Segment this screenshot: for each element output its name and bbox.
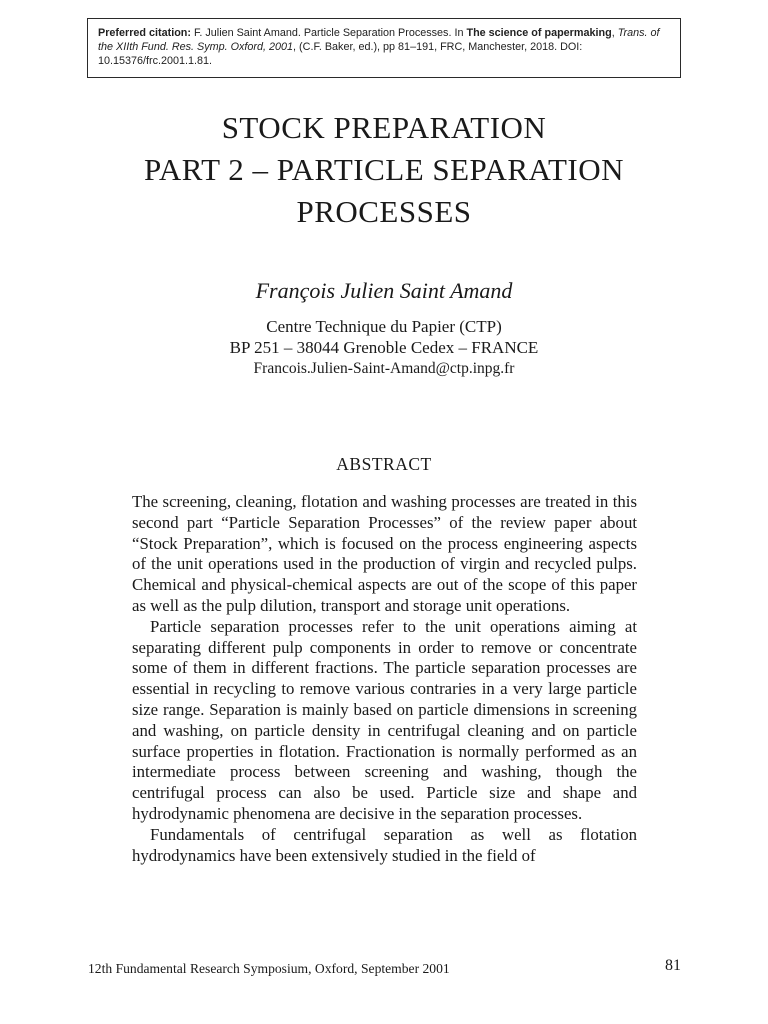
abstract-paragraph-3: Fundamentals of centrifugal separation as well as flotation hydrodynamics have been extensively studied in the field of [132, 824, 637, 865]
abstract-body [132, 492, 637, 866]
footer-conference: 12th Fundamental Research Symposium, Oxford, September 2001 [88, 961, 450, 976]
abstract-paragraph-2: Particle separation processes refer to the unit operations aiming at separating different pulp components in order to remove or concentrate some of them in different fractions. The particle separation processes are essential in recycling to remove various contraries in a very large particle size range. Separation is mainly based on particle dimensions in screening and washing, on particle density in centrifugal cleaning and on particle surface properties in flotation. Fractionation is normally performed as an intermediate process between screening and washing, though the centrifugal process can also be used. Particle size and shape and hydrodynamic phenomena are decisive in the separation processes. [132, 616, 637, 823]
citation-separator: , [611, 27, 618, 39]
citation-book-title: The science of papermaking [466, 27, 612, 39]
affiliation-institution: Centre Technique du Papier (CTP) [266, 317, 502, 336]
citation-label: Preferred citation: [98, 27, 191, 39]
author-name: François Julien Saint Amand [255, 278, 513, 303]
citation-box [87, 18, 681, 78]
title-line-1: STOCK PREPARATION [221, 110, 547, 145]
title-line-3: PROCESSES [296, 194, 472, 229]
citation-rest: , (C.F. Baker, ed.), pp 81–191, FRC, Manchester, 2018. DOI: 10.15376/frc.2001.1.81. [98, 41, 583, 67]
citation-transactions: Trans. of the XIIth Fund. Res. Symp. Oxford, 2001 [98, 27, 660, 53]
paper-title [0, 107, 768, 233]
citation-authors-title: F. Julien Saint Amand. Particle Separation Processes. In [191, 27, 467, 39]
page-number: 81 [665, 957, 681, 974]
abstract-heading: ABSTRACT [336, 454, 432, 474]
affiliation-address: BP 251 – 38044 Grenoble Cedex – FRANCE [229, 338, 539, 357]
abstract-paragraph-1: The screening, cleaning, flotation and washing processes are treated in this second part “Particle Separation Processes” of the review paper about “Stock Preparation”, which is focused on the process engineering aspects of the unit operations used in the production of virgin and recycled pulps. Chemical and physical-chemical aspects are out of the scope of this paper as well as the pulp dilution, transport and storage unit operations. [132, 492, 637, 615]
affiliation [0, 316, 768, 379]
author-email[interactable]: Francois.Julien-Saint-Amand@ctp.inpg.fr [253, 360, 515, 377]
title-line-2: PART 2 – PARTICLE SEPARATION [144, 152, 624, 187]
